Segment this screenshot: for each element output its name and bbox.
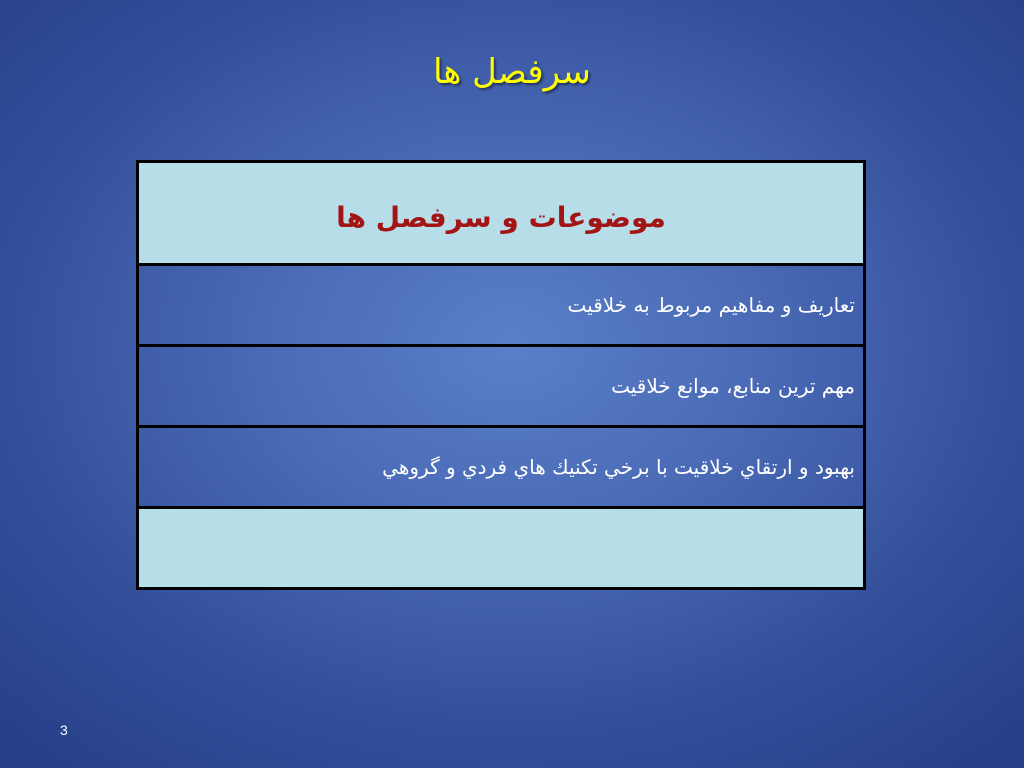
empty-cell (138, 508, 865, 589)
table-header-cell: موضوعات و سرفصل ها (138, 162, 865, 265)
slide-number: 3 (60, 722, 68, 738)
table-row (138, 427, 865, 508)
topics-table (136, 160, 866, 590)
topic-cell: مهم ترين منابع، موانع خلاقيت (138, 346, 865, 427)
table-row (138, 346, 865, 427)
slide-title: سرفصل ها (433, 52, 591, 92)
table-row-empty (138, 508, 865, 589)
topic-cell: تعاريف و مفاهيم مربوط به خلاقيت (138, 265, 865, 346)
table-row (138, 265, 865, 346)
table-header-row (138, 162, 865, 265)
topic-cell: بهبود و ارتقاي خلاقيت با برخي تكنيك هاي فردي و گروهي (138, 427, 865, 508)
